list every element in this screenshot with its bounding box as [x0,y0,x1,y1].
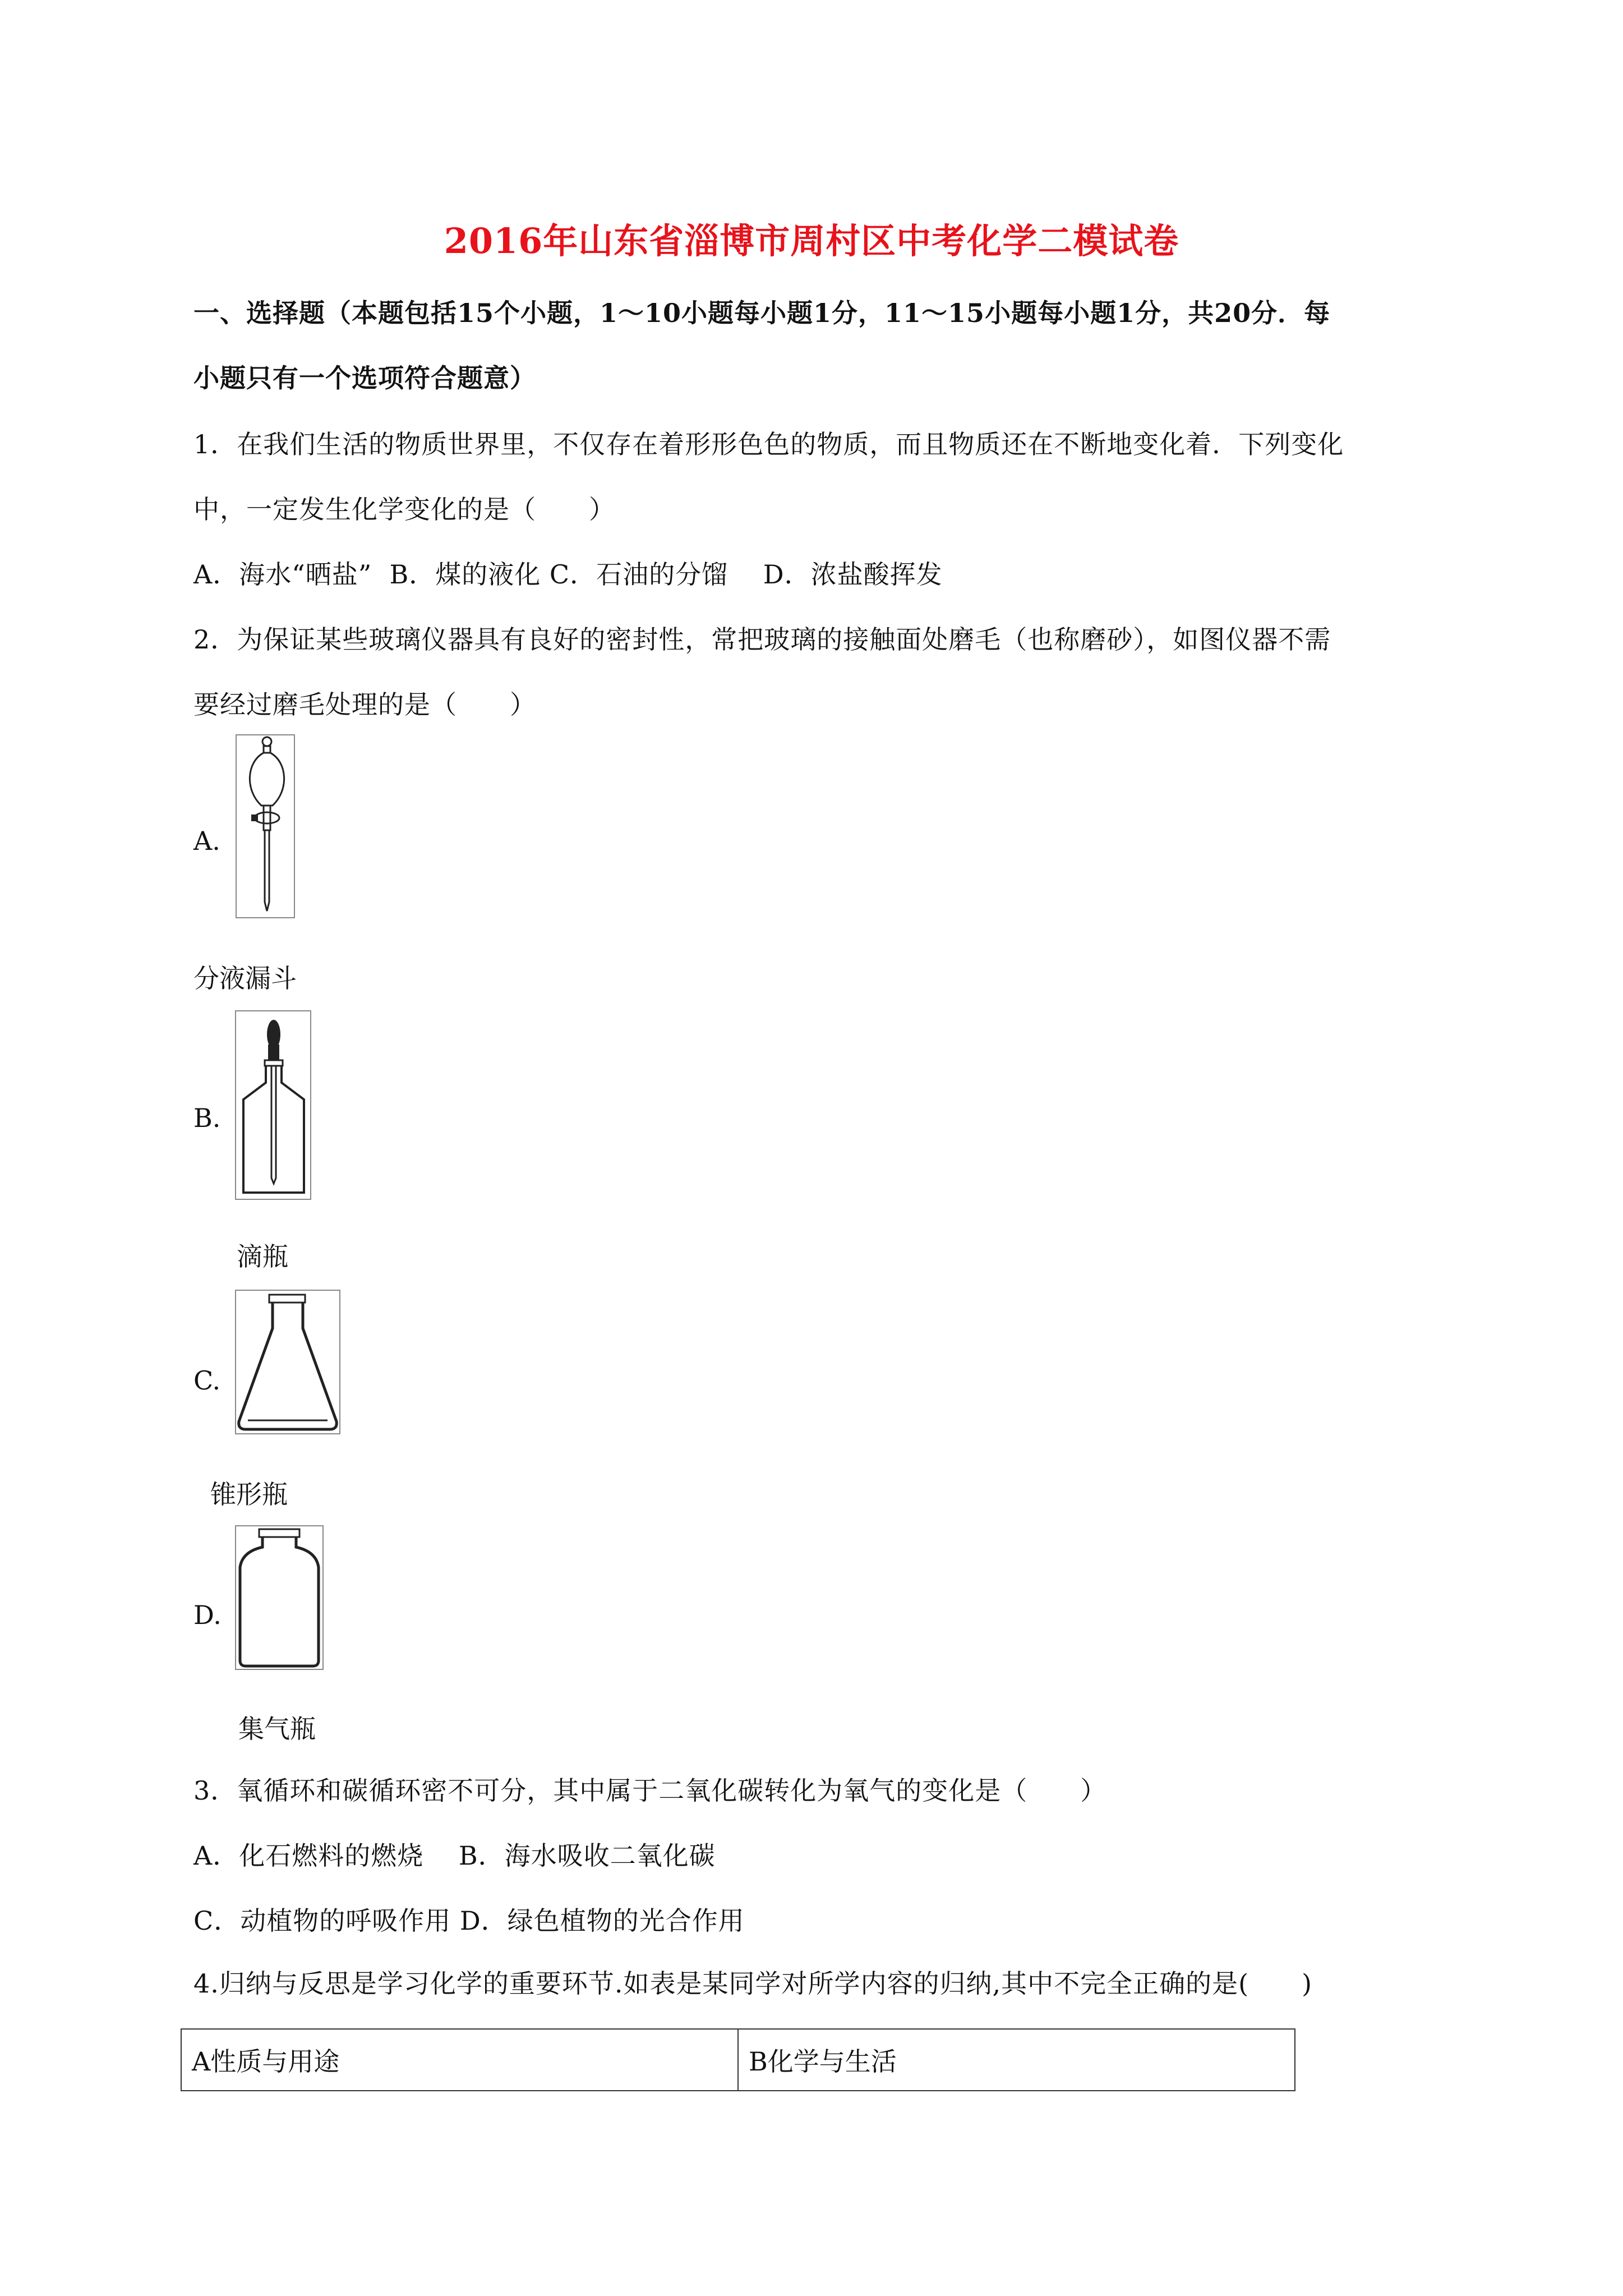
q2-option-b-caption: 滴瓶 [237,1241,288,1272]
separatory-funnel-icon [234,734,296,919]
page-title: 2016年山东省淄博市周村区中考化学二模试卷 [444,220,1179,261]
conical-flask-icon [234,1289,341,1435]
q2-option-d-caption: 集气瓶 [238,1714,316,1744]
section-heading-line2: 小题只有一个选项符合题意） [193,363,536,393]
q2-option-a-letter: A. [193,826,220,856]
table-row [181,2029,1295,2091]
q4-table [181,2028,1295,2091]
q4-table-header-a: A性质与用途 [181,2029,738,2091]
q3-options-ab: A．化石燃料的燃烧 B．海水吸收二氧化碳 [193,1841,716,1871]
gas-jar-icon [234,1525,324,1671]
q1-stem-line2: 中，一定发生化学变化的是（ ） [193,494,615,524]
q2-option-d-letter: D. [193,1600,222,1630]
q2-option-b-letter: B. [193,1103,221,1133]
q2-option-c-letter: C. [193,1365,221,1396]
q2-option-c-caption: 锥形瓶 [210,1479,288,1510]
q4-table-header-b: B化学与生活 [738,2029,1295,2091]
q2-stem-line2: 要经过磨毛处理的是（ ） [193,689,536,720]
q2-option-a-caption: 分液漏斗 [193,963,297,993]
q1-options: A．海水“晒盐” B．煤的液化 C．石油的分馏 D．浓盐酸挥发 [193,559,943,590]
q3-options-cd: C．动植物的呼吸作用 D．绿色植物的光合作用 [193,1906,745,1936]
q4-stem: 4.归纳与反思是学习化学的重要环节.如表是某同学对所学内容的归纳,其中不完全正确的是( ) [193,1968,1313,1999]
section-heading-line1: 一、选择题（本题包括15个小题，1～10小题每小题1分，11～15小题每小题1分，共20分．每 [193,298,1331,328]
q2-stem-line1: 2．为保证某些玻璃仪器具有良好的密封性，常把玻璃的接触面处磨毛（也称磨砂），如图仪器不需 [193,624,1331,655]
q3-stem: 3．氧循环和碳循环密不可分，其中属于二氧化碳转化为氧气的变化是（ ） [193,1775,1107,1806]
dropping-bottle-icon [234,1010,313,1200]
q1-stem-line1: 1．在我们生活的物质世界里，不仅存在着形形色色的物质，而且物质还在不断地变化着．下列变化 [193,429,1344,459]
